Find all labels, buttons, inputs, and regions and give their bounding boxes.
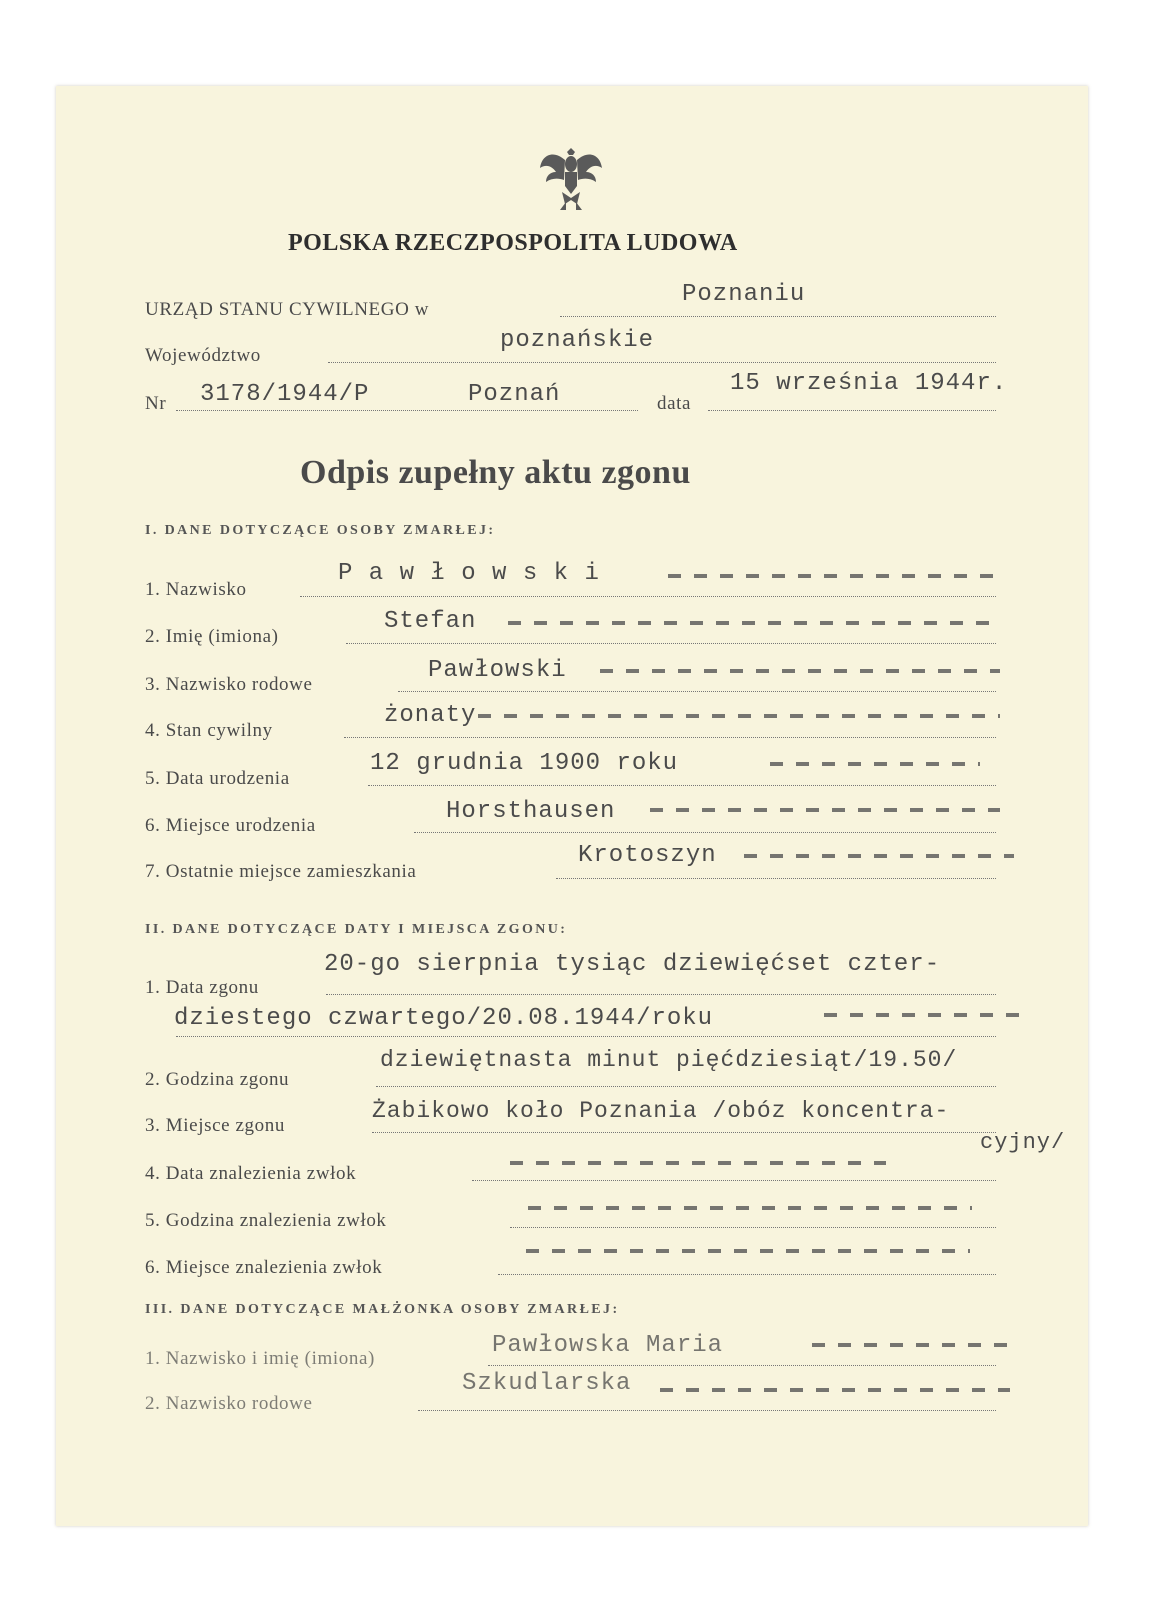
s1-row1-dashes — [668, 574, 1000, 578]
section1-heading: I. DANE DOTYCZĄCE OSOBY ZMARŁEJ: — [145, 523, 496, 538]
s1-row6-line — [414, 832, 996, 833]
s2-row2-label: 2. Godzina zgonu — [145, 1069, 290, 1090]
s2-row6-dashes — [526, 1249, 970, 1253]
s2-row3-line — [372, 1132, 996, 1133]
s2-row4-label: 4. Data znalezienia zwłok — [145, 1163, 357, 1184]
s1-row2-value: Stefan — [384, 608, 477, 635]
s2-row1-dashes — [824, 1013, 1020, 1017]
nr-fill-line — [176, 410, 638, 411]
s2-row1-line2 — [176, 1036, 996, 1037]
s2-row3-label: 3. Miejsce zgonu — [145, 1115, 285, 1136]
s2-row1-value: 20-go sierpnia tysiąc dziewięćset czter- — [324, 951, 941, 978]
s1-row5-line — [368, 785, 996, 786]
s1-row4-value: żonaty — [384, 702, 477, 729]
s2-row1-value2: dziestego czwartego/20.08.1944/roku — [174, 1005, 714, 1032]
s2-row6-line — [498, 1274, 996, 1275]
s2-row4-line — [472, 1180, 996, 1181]
s2-row5-dashes — [528, 1206, 972, 1210]
s3-row1-line — [488, 1365, 996, 1366]
s1-row6-value: Horsthausen — [446, 798, 616, 825]
section2-heading: II. DANE DOTYCZĄCE DATY I MIEJSCA ZGONU: — [145, 922, 568, 937]
document-title: Odpis zupełny aktu zgonu — [300, 454, 691, 491]
s2-row3-value: Żabikowo koło Poznania /obóz koncentra- — [372, 1098, 950, 1124]
voivodeship-fill-line — [328, 362, 996, 363]
section3-heading: III. DANE DOTYCZĄCE MAŁŻONKA OSOBY ZMARŁEJ: — [145, 1302, 620, 1317]
s2-row6-label: 6. Miejsce znalezienia zwłok — [145, 1257, 383, 1278]
date-label: data — [657, 393, 692, 414]
s3-row1-label: 1. Nazwisko i imię (imiona) — [145, 1348, 375, 1369]
place-value: Poznań — [468, 381, 561, 408]
s1-row6-label: 6. Miejsce urodzenia — [145, 815, 316, 836]
s2-row1-label: 1. Data zgonu — [145, 977, 259, 998]
s1-row4-label: 4. Stan cywilny — [145, 720, 273, 741]
office-fill-line — [560, 316, 996, 317]
s1-row2-label: 2. Imię (imiona) — [145, 626, 279, 647]
s1-row5-value: 12 grudnia 1900 roku — [370, 750, 679, 777]
s3-row1-dashes — [812, 1343, 1008, 1347]
s1-row7-line — [556, 878, 996, 879]
polish-eagle-emblem-icon — [538, 142, 604, 214]
s3-row2-label: 2. Nazwisko rodowe — [145, 1393, 313, 1414]
s2-row5-label: 5. Godzina znalezienia zwłok — [145, 1210, 387, 1231]
date-value: 15 września 1944r. — [730, 370, 1008, 397]
s1-row3-value: Pawłowski — [428, 657, 567, 684]
office-label: URZĄD STANU CYWILNEGO w — [145, 299, 430, 320]
s2-row5-line — [510, 1227, 996, 1228]
s1-row5-dashes — [770, 762, 980, 766]
s1-row3-label: 3. Nazwisko rodowe — [145, 674, 313, 695]
country-heading: POLSKA RZECZPOSPOLITA LUDOWA — [288, 230, 738, 256]
s2-row2-value: dziewiętnasta minut pięćdziesiąt/19.50/ — [380, 1047, 958, 1073]
s2-row4-dashes — [510, 1161, 886, 1165]
s3-row2-line — [418, 1410, 996, 1411]
s1-row2-line — [346, 643, 996, 644]
s1-row1-line — [300, 596, 996, 597]
date-fill-line — [708, 410, 996, 411]
s1-row6-dashes — [650, 808, 1000, 812]
office-value: Poznaniu — [682, 281, 806, 308]
voivodeship-label: Województwo — [145, 345, 261, 366]
s1-row5-label: 5. Data urodzenia — [145, 768, 290, 789]
s2-row2-line — [376, 1086, 996, 1087]
s1-row2-dashes — [508, 621, 1000, 625]
s2-row3-value2: cyjny/ — [980, 1130, 1066, 1155]
nr-label: Nr — [145, 393, 167, 414]
nr-value: 3178/1944/P — [200, 381, 370, 408]
s1-row7-value: Krotoszyn — [578, 842, 717, 869]
s1-row3-line — [398, 691, 996, 692]
s1-row3-dashes — [600, 669, 1000, 673]
s3-row1-value: Pawłowska Maria — [492, 1332, 724, 1359]
s1-row4-line — [344, 737, 996, 738]
voivodeship-value: poznańskie — [500, 327, 655, 354]
s1-row4-dashes — [478, 714, 1000, 718]
s3-row2-dashes — [660, 1388, 1010, 1392]
s1-row7-label: 7. Ostatnie miejsce zamieszkania — [145, 861, 417, 882]
s1-row7-dashes — [744, 854, 1014, 858]
s2-row1-line — [326, 994, 996, 995]
s1-row1-value: P a w ł o w s k i — [338, 560, 600, 587]
s1-row1-label: 1. Nazwisko — [145, 579, 247, 600]
s3-row2-value: Szkudlarska — [462, 1370, 632, 1397]
